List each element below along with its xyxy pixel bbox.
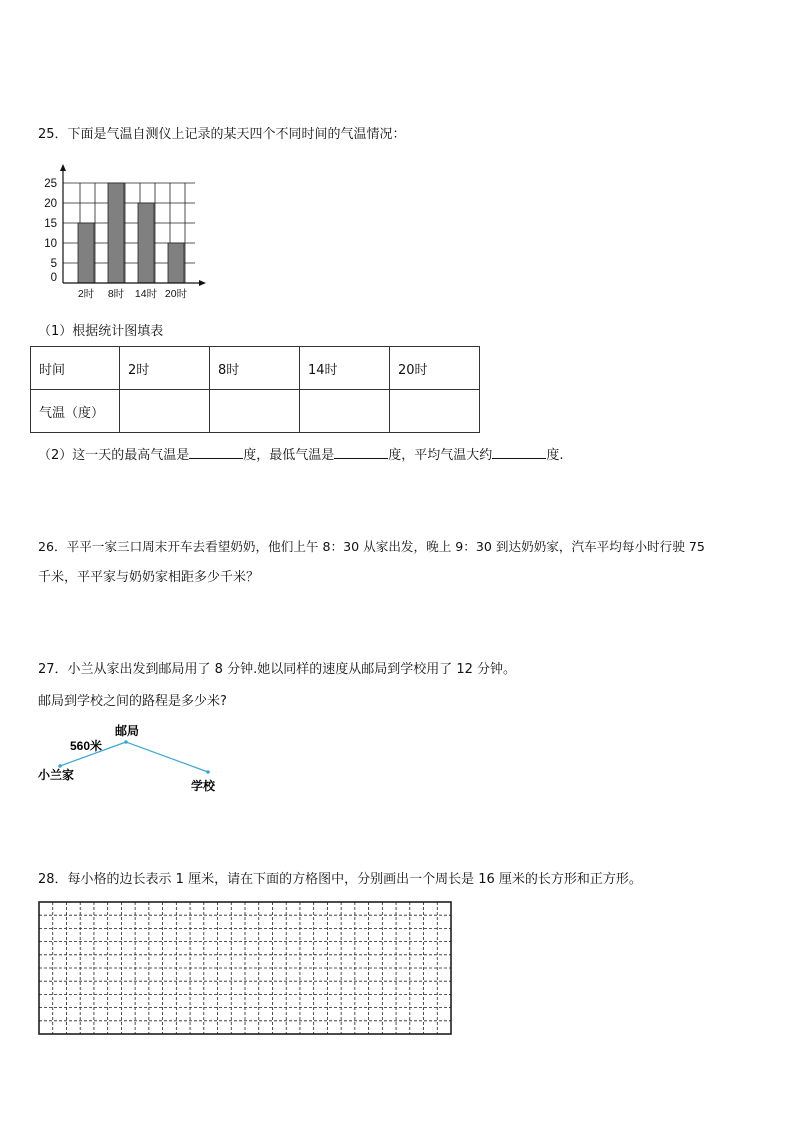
q25-sub2 [38, 446, 563, 464]
q25-sub2-part3: 度，平均气温大约 [388, 448, 493, 463]
q25-sub1: （1）根据统计图填表 [38, 324, 164, 339]
y-tick-label: 10 [44, 238, 57, 250]
q25-stem: 25．下面是气温自测仪上记录的某天四个不同时间的气温情况： [38, 127, 406, 142]
bar-14时 [138, 203, 154, 283]
q25-sub2-part1: （2）这一天的最高气温是 [38, 448, 190, 463]
table-cell: 20时 [390, 347, 480, 390]
y-axis-arrow [60, 164, 66, 171]
table-cell: 时间 [31, 347, 120, 390]
table-cell: 8时 [210, 347, 300, 390]
y-tick-label: 25 [44, 178, 57, 190]
drawing-grid[interactable] [38, 901, 454, 1037]
q27-line1: 27．小兰从家出发到邮局用了 8 分钟.她以同样的速度从邮局到学校用了 12 分钟。 [38, 662, 517, 677]
q28-stem: 28．每小格的边长表示 1 厘米，请在下面的方格图中，分别画出一个周长是 16 厘米的长方形和正方形。 [38, 872, 642, 887]
bar-20时 [168, 243, 184, 283]
post-office-label: 邮局 [115, 724, 140, 738]
route-diagram [30, 720, 230, 800]
answer-cell[interactable] [210, 390, 300, 433]
x-tick-label: 20时 [164, 288, 188, 300]
bar-2时 [78, 223, 94, 283]
school-point [206, 770, 210, 774]
x-tick-label: 14时 [134, 288, 158, 300]
answer-blank[interactable] [189, 446, 243, 459]
table-row [31, 390, 480, 433]
q26-line2: 千米，平平家与奶奶家相距多少千米？ [38, 570, 260, 585]
distance-label: 560米 [70, 739, 103, 753]
answer-cell[interactable] [120, 390, 210, 433]
table-cell: 2时 [120, 347, 210, 390]
table-cell: 气温（度） [31, 390, 120, 433]
y-tick-label: 20 [44, 198, 57, 210]
q25-sub2-part2: 度，最低气温是 [243, 448, 335, 463]
answer-cell[interactable] [300, 390, 390, 433]
post-to-school-line [126, 742, 208, 772]
school-label: 学校 [191, 779, 216, 793]
y-tick-label: 0 [50, 272, 57, 284]
answer-cell[interactable] [390, 390, 480, 433]
table-cell: 14时 [300, 347, 390, 390]
table-row [31, 347, 480, 390]
post-office-point [124, 740, 128, 744]
q27-line2: 邮局到学校之间的路程是多少米? [38, 694, 227, 709]
x-tick-label: 2时 [77, 288, 95, 300]
y-tick-label: 5 [50, 258, 57, 270]
q26-line1: 26．平平一家三口周末开车去看望奶奶，他们上午 8：30 从家出发，晚上 9：30 到达奶奶家，汽车平均每小时行驶 75 [38, 539, 705, 554]
bar-8时 [108, 183, 124, 283]
answer-blank[interactable] [334, 446, 388, 459]
x-tick-label: 8时 [107, 288, 125, 300]
temperature-bar-chart [40, 163, 210, 303]
x-axis-arrow [199, 280, 206, 286]
answer-blank[interactable] [492, 446, 546, 459]
home-label: 小兰家 [38, 768, 75, 782]
temperature-table [30, 346, 480, 433]
q25-sub2-part4: 度. [546, 448, 564, 463]
y-tick-label: 15 [44, 218, 57, 230]
